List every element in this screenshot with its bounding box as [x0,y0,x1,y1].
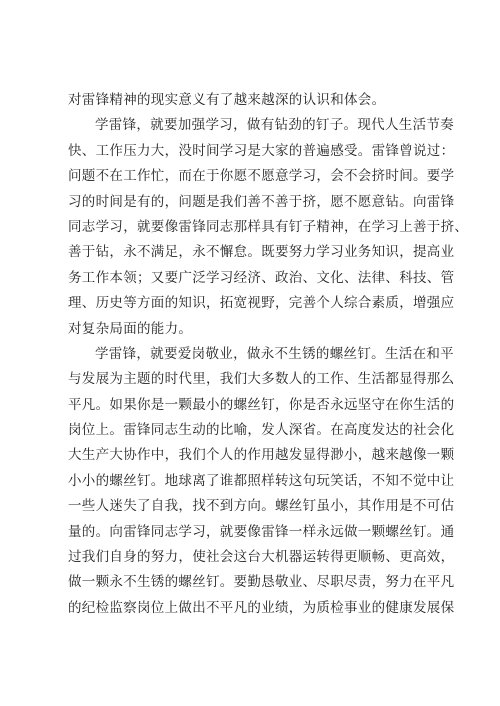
text-line: 快、工作压力大，没时间学习是大家的普遍感受。雷锋曾说过： [68,142,455,159]
text-line: 一些人迷失了自我，找不到方向。螺丝钉虽小，其作用是不可估 [68,498,455,515]
text-line: 习的时间是有的，问题是我们善不善于挤，愿不愿意钻。向雷锋 [68,193,455,210]
text-line: 岗位上。雷锋同志生动的比喻，发人深省。在高度发达的社会化 [68,422,455,439]
text-line: 平凡。如果你是一颗最小的螺丝钉，你是否永远坚守在你生活的 [68,396,455,413]
text-line: 对复杂局面的能力。 [68,320,193,337]
text-line: 理、历史等方面的知识，拓宽视野，完善个人综合素质，增强应 [68,295,455,312]
text-line: 做一颗永不生锈的螺丝钉。要勤恳敬业、尽职尽责，努力在平凡 [68,574,455,591]
text-line: 过我们自身的努力，使社会这台大机器运转得更顺畅、更高效， [68,549,455,566]
text-line: 同志学习，就要像雷锋同志那样具有钉子精神，在学习上善于挤、 [68,218,469,235]
text-line: 量的。向雷锋同志学习，就要像雷锋一样永远做一颗螺丝钉。通 [68,523,455,540]
text-line: 与发展为主题的时代里，我们大多数人的工作、生活都显得那么 [68,371,455,388]
text-line: 的纪检监察岗位上做出不平凡的业绩，为质检事业的健康发展保 [68,599,455,616]
text-line: 大生产大协作中，我们个人的作用越发显得渺小，越来越像一颗 [68,447,455,464]
text-line: 问题不在工作忙，而在于你愿不愿意学习，会不会挤时间。要学 [68,168,455,185]
text-line: 对雷锋精神的现实意义有了越来越深的认识和体会。 [68,92,386,108]
paragraph-first-line: 学雷锋，就要爱岗敬业，做永不生锈的螺丝钉。生活在和平 [95,345,454,362]
document-body [68,88,469,621]
text-line: 小小的螺丝钉。地球离了谁都照样转这句玩笑话，不知不觉中让 [68,472,455,489]
paragraph-first-line: 学雷锋，就要加强学习，做有钻劲的钉子。现代人生活节奏 [95,117,454,134]
text-line: 务工作本领；又要广泛学习经济、政治、文化、法律、科技、管 [68,269,455,286]
text-line: 善于钻，永不满足，永不懈怠。既要努力学习业务知识，提高业 [68,244,455,261]
